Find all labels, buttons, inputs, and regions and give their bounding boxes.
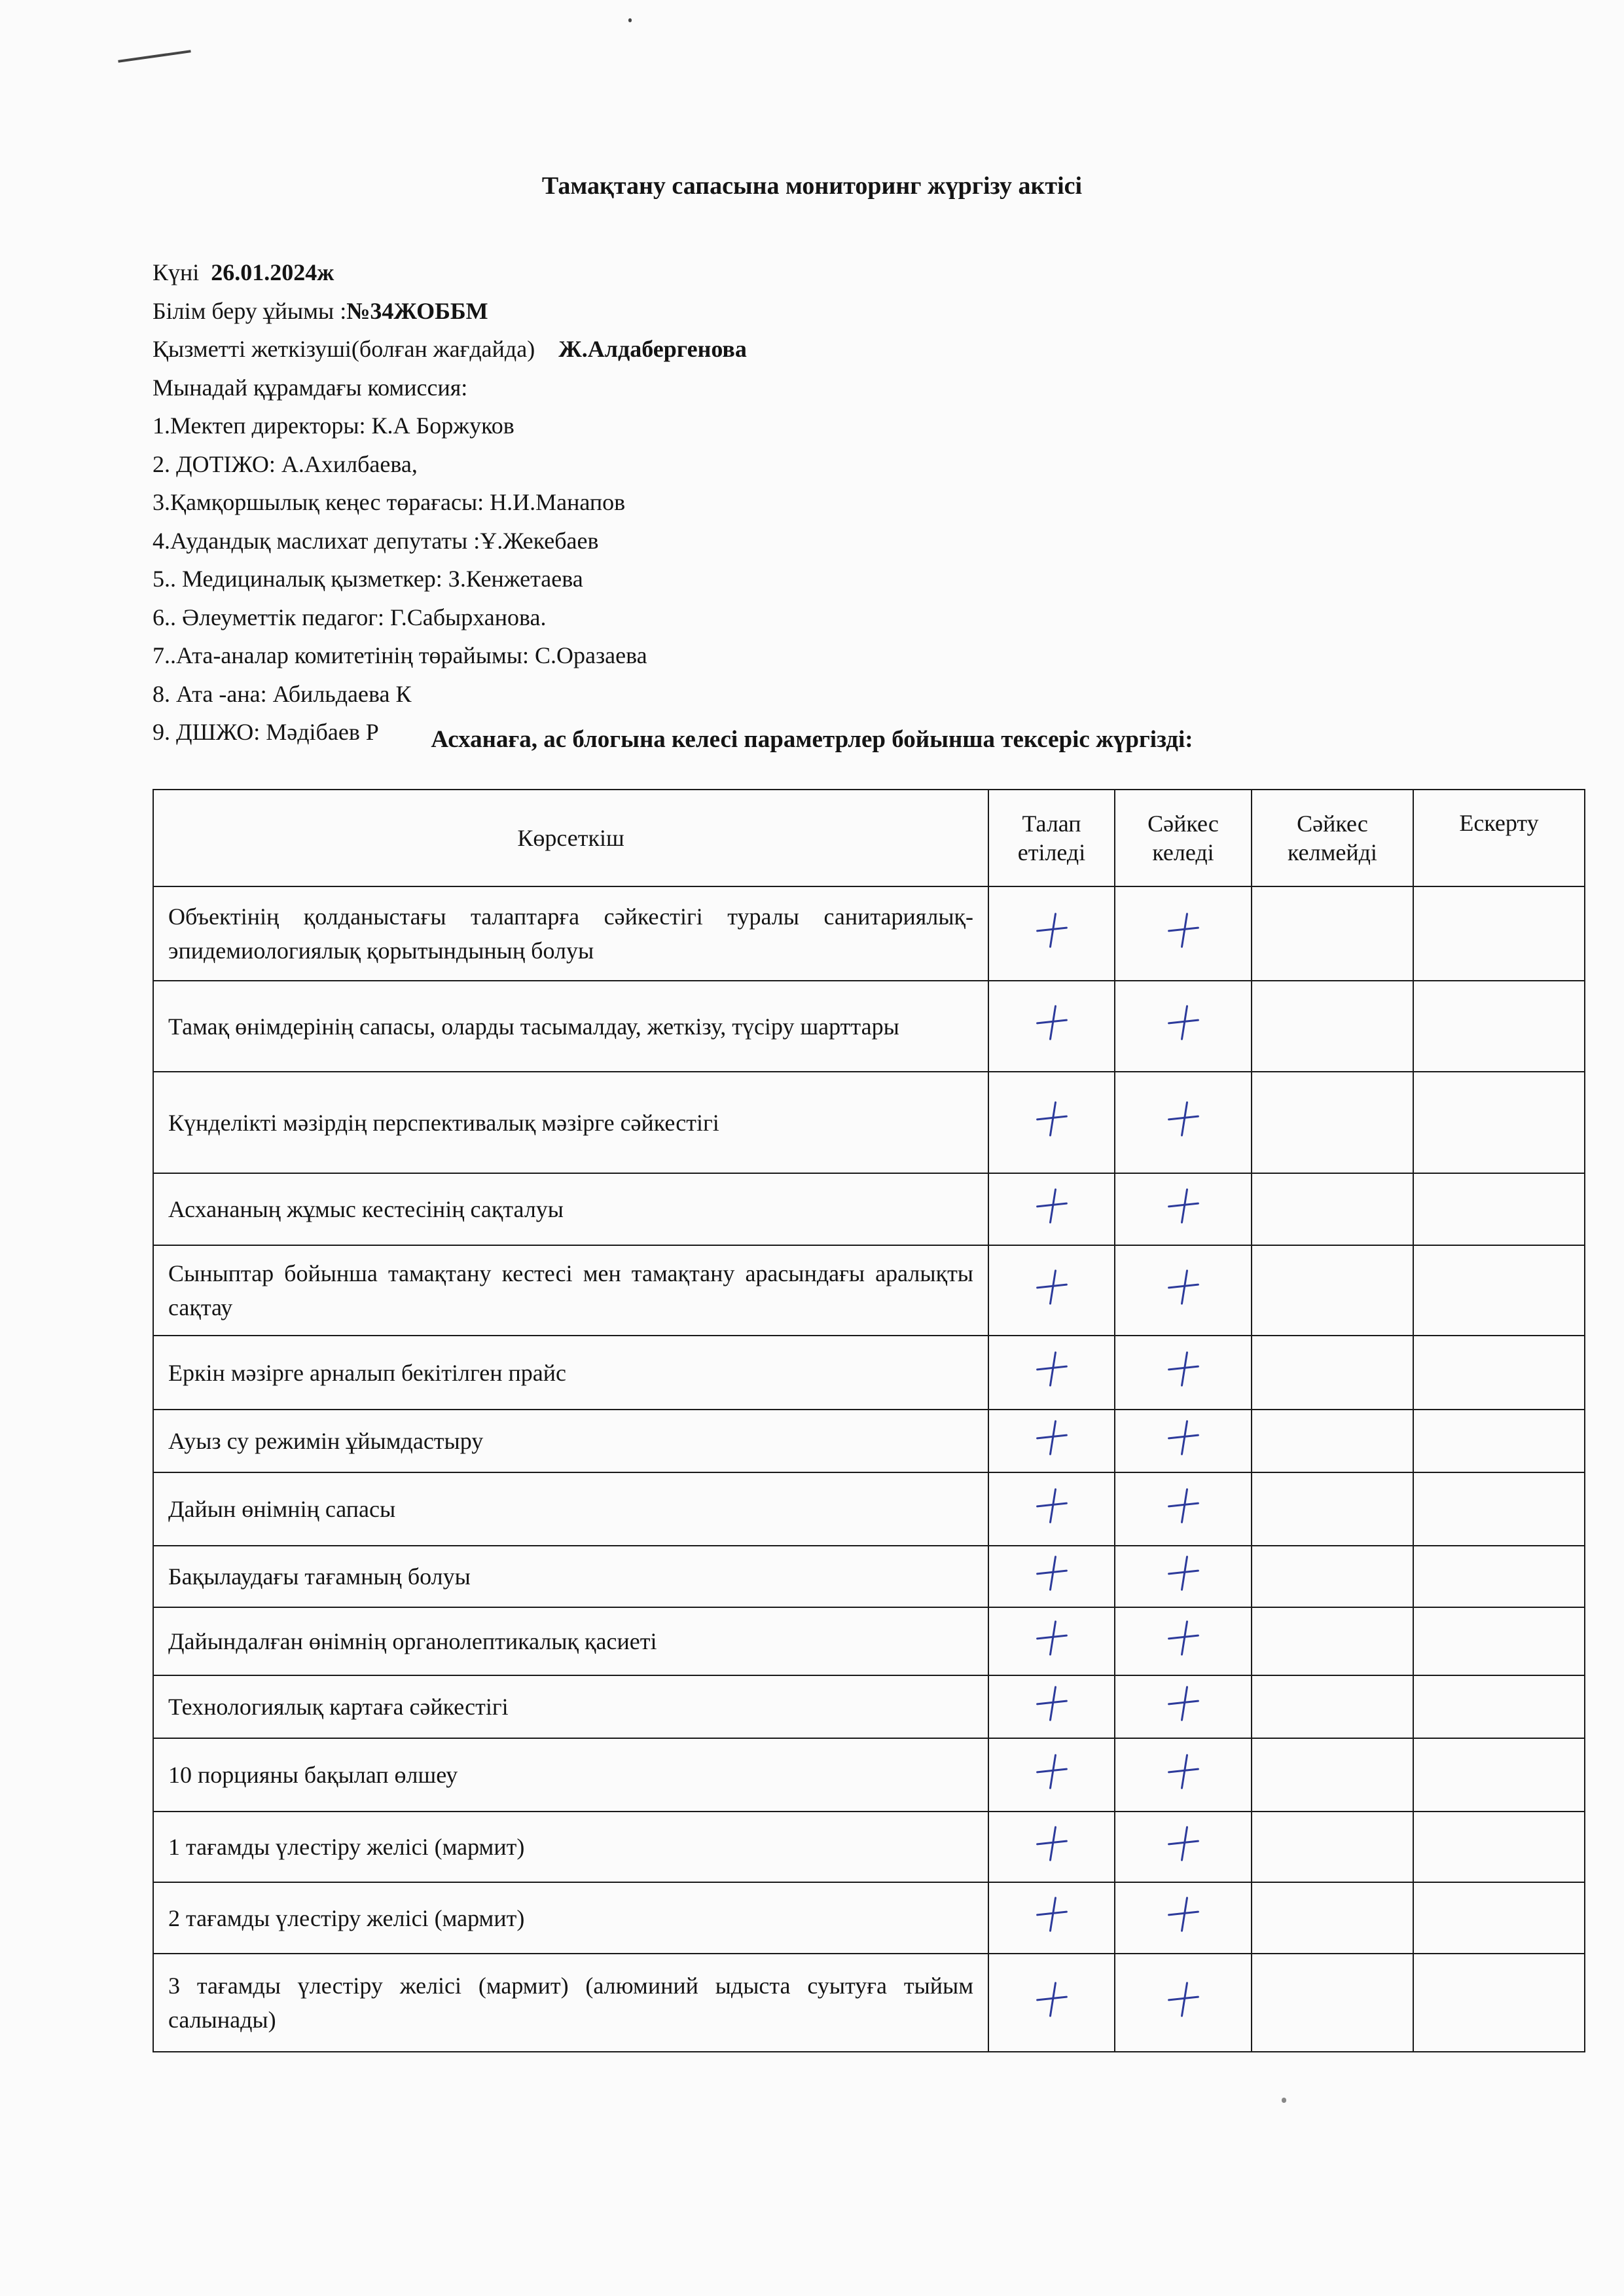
handwritten-plus-mark	[1035, 1982, 1069, 2018]
noncompliant-cell	[1252, 1675, 1413, 1738]
required-cell	[988, 1245, 1115, 1336]
handwritten-plus-mark	[1035, 1897, 1069, 1933]
table-row	[153, 1738, 1585, 1812]
required-cell	[988, 1607, 1115, 1675]
handwritten-plus-mark	[1035, 1620, 1069, 1657]
supplier-line	[153, 330, 747, 369]
handwritten-plus-mark	[1035, 1420, 1069, 1457]
scan-mark-dot	[628, 18, 632, 22]
handwritten-plus-mark	[1035, 1351, 1069, 1388]
commission-member-list	[153, 407, 747, 752]
note-cell	[1413, 1812, 1585, 1882]
noncompliant-cell	[1252, 1546, 1413, 1607]
compliant-cell	[1115, 981, 1252, 1072]
handwritten-plus-mark	[1166, 1351, 1200, 1388]
noncompliant-cell	[1252, 1882, 1413, 1954]
document-title: Тамақтану сапасына мониторинг жүргізу актісі	[541, 172, 1083, 200]
indicator-cell: Бақылаудағы тағамның болуы	[153, 1546, 988, 1607]
section-title: Асханаға, ас блогына келесі параметрлер бойынша тексеріс жүргізді:	[431, 726, 1193, 753]
compliant-cell	[1115, 1336, 1252, 1410]
compliant-cell	[1115, 1546, 1252, 1607]
commission-member: 5.. Медициналық қызметкер: З.Кенжетаева	[153, 566, 583, 592]
compliant-cell	[1115, 1072, 1252, 1173]
note-cell	[1413, 981, 1585, 1072]
compliant-cell	[1115, 886, 1252, 981]
noncompliant-cell	[1252, 1336, 1413, 1410]
inspection-table	[153, 789, 1585, 2052]
commission-member: 1.Мектеп директоры: К.А Боржуков	[153, 412, 514, 439]
handwritten-plus-mark	[1166, 1420, 1200, 1457]
table-row	[153, 1410, 1585, 1472]
indicator-cell: Тамақ өнімдерінің сапасы, оларды тасымалдау, жеткізу, түсіру шарттары	[153, 981, 988, 1072]
table-row	[153, 886, 1585, 981]
note-cell	[1413, 1245, 1585, 1336]
compliant-cell	[1115, 1812, 1252, 1882]
table-row	[153, 1607, 1585, 1675]
handwritten-plus-mark	[1166, 1982, 1200, 2018]
header-noncompliant: Сәйкес келмейді	[1252, 790, 1413, 886]
required-cell	[988, 981, 1115, 1072]
noncompliant-cell	[1252, 1472, 1413, 1546]
indicator-cell: 1 тағамды үлестіру желісі (мармит)	[153, 1812, 988, 1882]
indicator-cell: Күнделікті мәзірдің перспективалық мәзірге сәйкестігі	[153, 1072, 988, 1173]
note-cell	[1413, 1546, 1585, 1607]
table-row	[153, 1675, 1585, 1738]
handwritten-plus-mark	[1166, 1556, 1200, 1592]
compliant-cell	[1115, 1675, 1252, 1738]
note-cell	[1413, 886, 1585, 981]
handwritten-plus-mark	[1166, 1826, 1200, 1863]
indicator-cell: Дайындалған өнімнің органолептикалық қасиеті	[153, 1607, 988, 1675]
compliant-cell	[1115, 1472, 1252, 1546]
noncompliant-cell	[1252, 1607, 1413, 1675]
handwritten-plus-mark	[1035, 1556, 1069, 1592]
note-cell	[1413, 1410, 1585, 1472]
compliant-cell	[1115, 1607, 1252, 1675]
noncompliant-cell	[1252, 1410, 1413, 1472]
note-cell	[1413, 1072, 1585, 1173]
commission-member: 6.. Әлеуметтік педагог: Г.Сабырханова.	[153, 604, 547, 630]
indicator-cell: 10 порцияны бақылап өлшеу	[153, 1738, 988, 1812]
header-indicator: Көрсеткіш	[153, 790, 988, 886]
indicator-cell: 3 тағамды үлестіру желісі (мармит) (алюминий ыдыста суытуға тыйым салынады)	[153, 1954, 988, 2052]
scan-mark-line	[118, 50, 190, 63]
table-row	[153, 1245, 1585, 1336]
handwritten-plus-mark	[1166, 1269, 1200, 1306]
handwritten-plus-mark	[1166, 1686, 1200, 1722]
handwritten-plus-mark	[1166, 1620, 1200, 1657]
handwritten-plus-mark	[1035, 1101, 1069, 1138]
note-cell	[1413, 1173, 1585, 1245]
handwritten-plus-mark	[1035, 1188, 1069, 1225]
handwritten-plus-mark	[1166, 1488, 1200, 1525]
table-row	[153, 1173, 1585, 1245]
table-row	[153, 1072, 1585, 1173]
table-row	[153, 1954, 1585, 2052]
noncompliant-cell	[1252, 1738, 1413, 1812]
noncompliant-cell	[1252, 886, 1413, 981]
required-cell	[988, 1738, 1115, 1812]
date-line	[153, 253, 747, 292]
required-cell	[988, 886, 1115, 981]
compliant-cell	[1115, 1410, 1252, 1472]
commission-member: 9. ДШЖО: Мәдібаев Р	[153, 719, 379, 745]
required-cell	[988, 1812, 1115, 1882]
note-cell	[1413, 1954, 1585, 2052]
required-cell	[988, 1954, 1115, 2052]
indicator-cell: 2 тағамды үлестіру желісі (мармит)	[153, 1882, 988, 1954]
handwritten-plus-mark	[1166, 1005, 1200, 1042]
required-cell	[988, 1072, 1115, 1173]
indicator-cell: Асхананың жұмыс кестесінің сақталуы	[153, 1173, 988, 1245]
handwritten-plus-mark	[1035, 913, 1069, 949]
handwritten-plus-mark	[1166, 1188, 1200, 1225]
indicator-cell: Сыныптар бойынша тамақтану кестесі мен тамақтану арасындағы аралықты сақтау	[153, 1245, 988, 1336]
handwritten-plus-mark	[1035, 1488, 1069, 1525]
organization-line	[153, 292, 747, 331]
header-required: Талап етіледі	[988, 790, 1115, 886]
required-cell	[988, 1410, 1115, 1472]
noncompliant-cell	[1252, 1954, 1413, 2052]
required-cell	[988, 1546, 1115, 1607]
indicator-cell: Ауыз су режимін ұйымдастыру	[153, 1410, 988, 1472]
commission-member: 8. Ата -ана: Абильдаева К	[153, 680, 412, 707]
handwritten-plus-mark	[1035, 1686, 1069, 1722]
commission-member: 7..Ата-аналар комитетінің төрайымы: С.Оразаева	[153, 642, 647, 668]
commission-member: 3.Қамқоршылық кеңес төрағасы: Н.И.Манапов	[153, 489, 626, 515]
date-label: Күні	[153, 259, 200, 285]
indicator-cell: Объектінің қолданыстағы талаптарға сәйкестігі туралы санитариялық-эпидемиологиялық қорытындының болуы	[153, 886, 988, 981]
commission-member: 4.Аудандық маслихат депутаты :Ұ.Жекебаев	[153, 527, 599, 554]
note-cell	[1413, 1607, 1585, 1675]
handwritten-plus-mark	[1035, 1754, 1069, 1791]
required-cell	[988, 1882, 1115, 1954]
scan-mark-dot	[1282, 2098, 1286, 2103]
table-row	[153, 981, 1585, 1072]
handwritten-plus-mark	[1035, 1005, 1069, 1042]
compliant-cell	[1115, 1245, 1252, 1336]
indicator-cell: Дайын өнімнің сапасы	[153, 1472, 988, 1546]
organization-label: Білім беру ұйымы :	[153, 297, 347, 324]
handwritten-plus-mark	[1035, 1826, 1069, 1863]
required-cell	[988, 1675, 1115, 1738]
commission-label: Мынадай құрамдағы комиссия:	[153, 374, 468, 401]
handwritten-plus-mark	[1035, 1269, 1069, 1306]
note-cell	[1413, 1336, 1585, 1410]
required-cell	[988, 1336, 1115, 1410]
commission-member: 2. ДОТІЖО: А.Ахилбаева,	[153, 450, 418, 477]
noncompliant-cell	[1252, 1812, 1413, 1882]
header-note: Ескерту	[1413, 790, 1585, 886]
table-row	[153, 1472, 1585, 1546]
organization-value: №34ЖОББМ	[346, 297, 488, 324]
act-info-block	[153, 253, 747, 752]
compliant-cell	[1115, 1738, 1252, 1812]
handwritten-plus-mark	[1166, 913, 1200, 949]
note-cell	[1413, 1882, 1585, 1954]
date-value: 26.01.2024ж	[211, 259, 334, 285]
noncompliant-cell	[1252, 1173, 1413, 1245]
indicator-cell: Еркін мәзірге арналып бекітілген прайс	[153, 1336, 988, 1410]
note-cell	[1413, 1738, 1585, 1812]
table-row	[153, 1812, 1585, 1882]
table-row	[153, 1546, 1585, 1607]
supplier-label: Қызметті жеткізуші(болған жағдайда)	[153, 336, 535, 362]
noncompliant-cell	[1252, 1245, 1413, 1336]
table-row	[153, 1882, 1585, 1954]
indicator-cell: Технологиялық картаға сәйкестігі	[153, 1675, 988, 1738]
noncompliant-cell	[1252, 1072, 1413, 1173]
noncompliant-cell	[1252, 981, 1413, 1072]
note-cell	[1413, 1675, 1585, 1738]
note-cell	[1413, 1472, 1585, 1546]
table-header-row	[153, 790, 1585, 886]
table-row	[153, 1336, 1585, 1410]
compliant-cell	[1115, 1882, 1252, 1954]
required-cell	[988, 1472, 1115, 1546]
handwritten-plus-mark	[1166, 1754, 1200, 1791]
compliant-cell	[1115, 1173, 1252, 1245]
handwritten-plus-mark	[1166, 1897, 1200, 1933]
supplier-value: Ж.Алдабергенова	[558, 336, 747, 362]
compliant-cell	[1115, 1954, 1252, 2052]
handwritten-plus-mark	[1166, 1101, 1200, 1138]
required-cell	[988, 1173, 1115, 1245]
header-compliant: Сәйкес келеді	[1115, 790, 1252, 886]
